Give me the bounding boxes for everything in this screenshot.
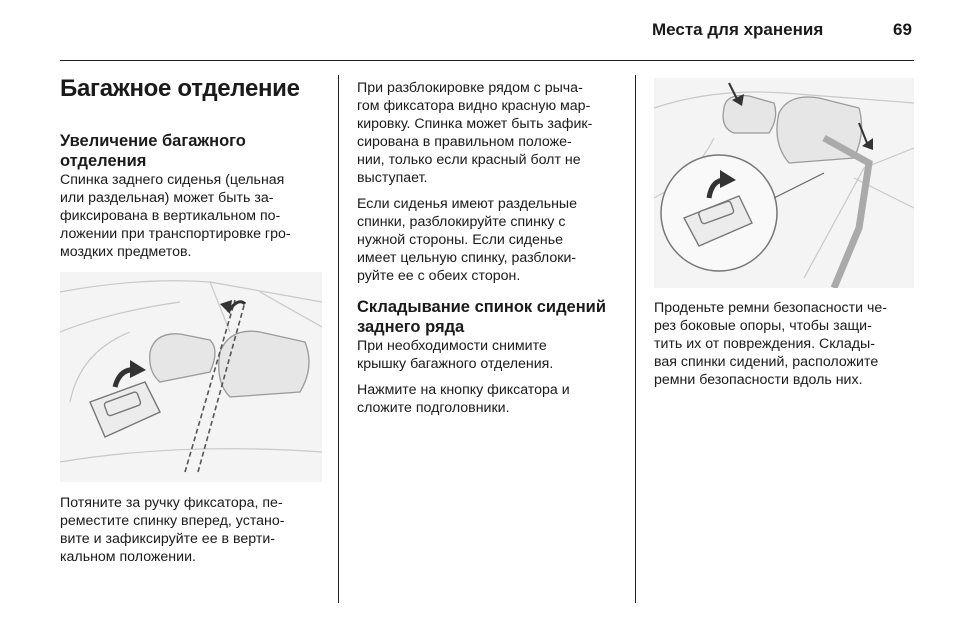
- column-2-text: [357, 79, 627, 425]
- page-number: 69: [893, 20, 912, 39]
- fold-headrests-paragraph: Нажмите на кнопку фиксатора и сложите подголовники.: [357, 382, 570, 416]
- intro-paragraph: Спинка заднего сиденья (цельная или раздельная) может быть за- фиксирована в вертикальном по- ложении при транспортировке гро- моздких предметов.: [60, 172, 291, 260]
- header-divider: [60, 60, 914, 61]
- red-marking-paragraph: При разблокировке рядом с рыча- гом фиксатора видно красную мар- кировку. Спинка может быть зафик- сирована в правильном положе- нии, только если красный болт не выступает.: [357, 80, 593, 186]
- rear-seat-backrest-figure: [60, 272, 322, 482]
- column-1-caption: [60, 494, 330, 574]
- seat-belt-guide-figure: [654, 78, 914, 288]
- column-divider-2: [635, 75, 636, 603]
- column-divider-1: [338, 75, 339, 603]
- subsection-heading: Увеличение багажного отделения: [60, 132, 246, 170]
- column-1-text: [60, 131, 330, 269]
- section-heading: Багажное отделение: [60, 75, 300, 102]
- release-instructions-paragraph: Потяните за ручку фиксатора, пе- реместите спинку вперед, устано- вите и зафиксируйте ее в верти- кальном положении.: [60, 495, 285, 565]
- seat-belt-paragraph: Проденьте ремни безопасности че- рез боковые опоры, чтобы защи- тить их от повреждения. Склады- вая спинки сидений, расположите ремни безопасности вдоль них.: [654, 300, 887, 388]
- column-3-text: [654, 299, 924, 397]
- fold-backrests-heading: Складывание спинок сидений заднего ряда: [357, 298, 606, 336]
- remove-cover-paragraph: При необходимости снимите крышку багажного отделения.: [357, 338, 554, 372]
- split-backrest-paragraph: Если сиденья имеют раздельные спинки, разблокируйте спинку с нужной стороны. Если сиденье имеет цельную спинку, разблоки- руйте ее с обеих сторон.: [357, 196, 578, 284]
- running-header-title: Места для хранения: [652, 20, 824, 39]
